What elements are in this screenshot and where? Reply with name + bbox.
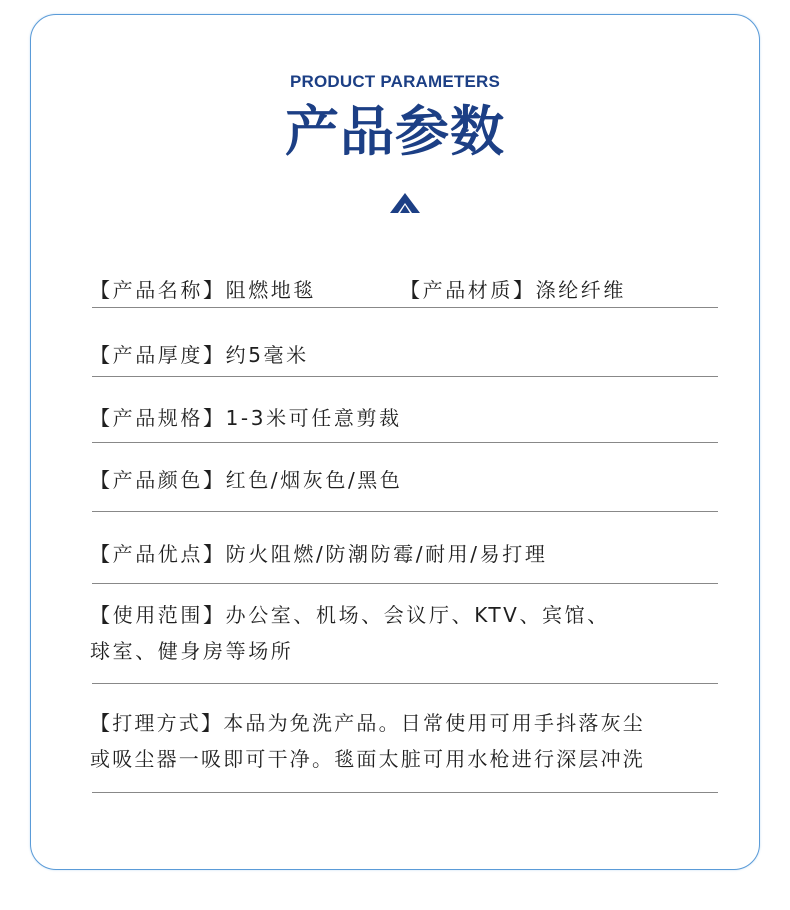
param-product-material: 【产品材质】涤纶纤维 <box>400 278 626 302</box>
section-subtitle: PRODUCT PARAMETERS <box>289 72 501 91</box>
divider <box>92 511 718 512</box>
param-usage-line1: 【使用范围】办公室、机场、会议厅、KTV、宾馆、 <box>90 603 610 627</box>
param-row-name-material <box>90 274 720 303</box>
param-row-spec <box>90 402 720 431</box>
param-row-thickness <box>90 339 720 368</box>
divider <box>92 442 718 443</box>
param-product-name: 【产品名称】阻燃地毯 <box>90 278 316 302</box>
param-usage-line2: 球室、健身房等场所 <box>90 639 294 663</box>
divider <box>92 583 718 584</box>
param-row-advantage <box>90 538 720 567</box>
divider <box>92 307 718 308</box>
param-row-color <box>90 464 720 493</box>
param-product-spec: 【产品规格】1-3米可任意剪裁 <box>90 406 402 430</box>
param-row-care <box>90 705 720 777</box>
param-product-color: 【产品颜色】红色/烟灰色/黑色 <box>90 468 403 492</box>
section-title: 产品参数 <box>285 100 505 163</box>
divider <box>92 683 718 684</box>
divider <box>92 376 718 377</box>
param-product-advantage: 【产品优点】防火阻燃/防潮防霉/耐用/易打理 <box>90 542 548 566</box>
param-care-line1: 【打理方式】本品为免洗产品。日常使用可用手抖落灰尘 <box>90 711 645 735</box>
divider <box>92 792 718 793</box>
chevron-up-icon <box>390 193 420 213</box>
param-care-line2: 或吸尘器一吸即可干净。毯面太脏可用水枪进行深层冲洗 <box>90 747 645 771</box>
param-product-thickness: 【产品厚度】约5毫米 <box>90 343 309 367</box>
param-row-usage <box>90 597 720 669</box>
